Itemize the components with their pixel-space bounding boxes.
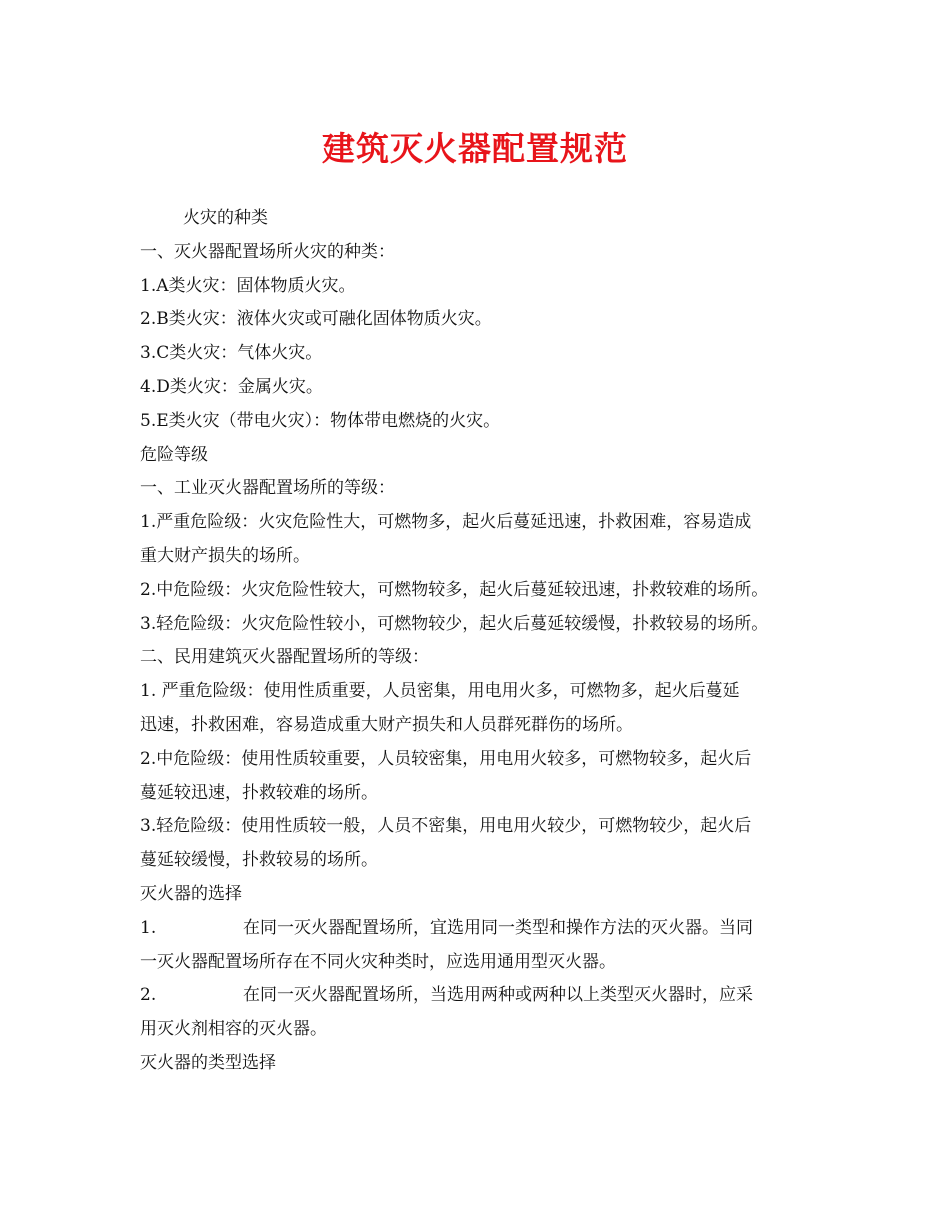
list-item-text: 在同一灭火器配置场所，当选用两种或两种以上类型灭火器时，应采 bbox=[243, 985, 753, 1006]
subsection-heading: 一、工业灭火器配置场所的等级： bbox=[140, 478, 395, 499]
document-title: 建筑灭火器配置规范 bbox=[322, 129, 628, 168]
list-item-continuation: 蔓延较迅速，扑救较难的场所。 bbox=[140, 782, 378, 803]
list-item: 3.轻危险级：火灾危险性较小，可燃物较少，起火后蔓延较缓慢，扑救较易的场所。 bbox=[140, 613, 769, 634]
section-heading: 灭火器的类型选择 bbox=[140, 1052, 276, 1073]
subsection-heading: 二、民用建筑灭火器配置场所的等级： bbox=[140, 647, 429, 668]
list-item-number: 2. bbox=[140, 985, 157, 1006]
list-item-continuation: 迅速，扑救困难，容易造成重大财产损失和人员群死群伤的场所。 bbox=[140, 714, 633, 735]
list-item bbox=[140, 912, 830, 946]
list-item: 3.轻危险级：使用性质较一般，人员不密集，用电用火较少，可燃物较少，起火后 bbox=[140, 816, 752, 837]
list-item bbox=[140, 979, 830, 1013]
subsection-heading: 一、灭火器配置场所火灾的种类： bbox=[140, 241, 395, 262]
list-item: 3.C类火灾：气体火灾。 bbox=[140, 343, 323, 364]
list-item-continuation: 蔓延较缓慢，扑救较易的场所。 bbox=[140, 850, 378, 871]
list-item: 2.中危险级：火灾危险性较大，可燃物较多，起火后蔓延较迅速，扑救较难的场所。 bbox=[140, 579, 769, 600]
section-heading: 危险等级 bbox=[140, 444, 208, 465]
list-item-continuation: 重大财产损失的场所。 bbox=[140, 545, 310, 566]
section-heading: 灭火器的选择 bbox=[140, 883, 242, 904]
list-item-continuation: 一灭火器配置场所存在不同火灾种类时，应选用通用型灭火器。 bbox=[140, 951, 616, 972]
list-item-text: 在同一灭火器配置场所，宜选用同一类型和操作方法的灭火器。当同 bbox=[243, 917, 753, 938]
list-item: 1.A类火灾：固体物质火灾。 bbox=[140, 275, 356, 296]
list-item-continuation: 用灭火剂相容的灭火器。 bbox=[140, 1019, 327, 1040]
list-item: 2.B类火灾：液体火灾或可融化固体物质火灾。 bbox=[140, 309, 492, 330]
list-item: 5.E类火灾（带电火灾）：物体带电燃烧的火灾。 bbox=[140, 410, 501, 431]
list-item: 1.严重危险级：火灾危险性大，可燃物多，起火后蔓延迅速，扑救困难，容易造成 bbox=[140, 512, 752, 533]
document-body bbox=[140, 202, 830, 1081]
section-heading: 火灾的种类 bbox=[183, 208, 268, 228]
list-item: 4.D类火灾：金属火灾。 bbox=[140, 376, 323, 397]
list-item: 2.中危险级：使用性质较重要，人员较密集，用电用火较多，可燃物较多，起火后 bbox=[140, 748, 752, 769]
list-item: 1. 严重危险级：使用性质重要，人员密集，用电用火多，可燃物多，起火后蔓延 bbox=[140, 681, 740, 702]
list-item-number: 1. bbox=[140, 917, 157, 938]
